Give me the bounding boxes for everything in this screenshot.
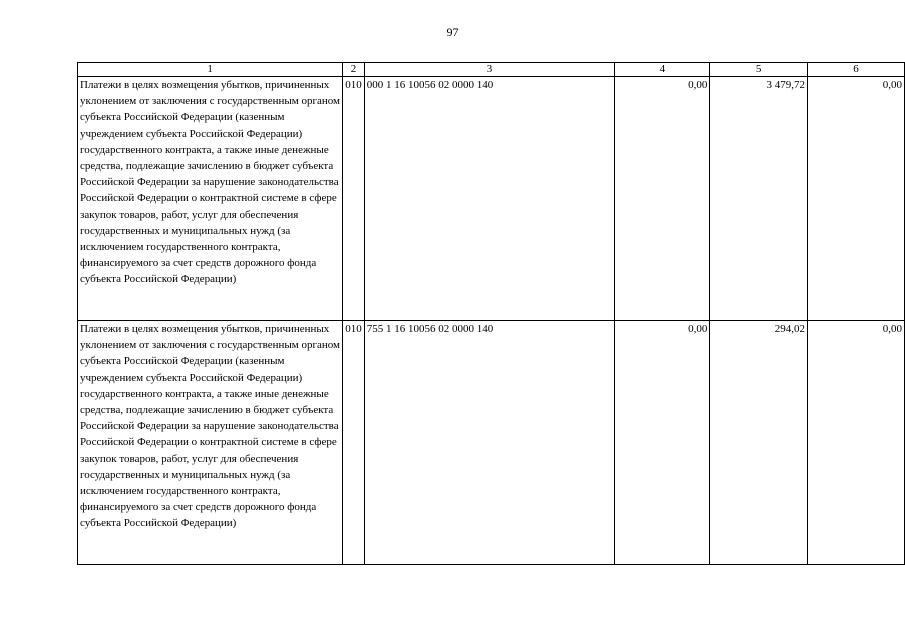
row-col2: 010 [343,77,365,321]
column-header-4: 4 [615,63,710,77]
row-col2: 010 [343,321,365,565]
column-header-3: 3 [364,63,614,77]
row-description: Платежи в целях возмещения убытков, причиненных уклонением от заключения с государственным органом субъекта Российской Федерации (казенным учреждением субъекта Российской Федерации) государственного контракта, а также иные денежные средства, подлежащие зачислению в бюджет субъекта Российской Федерации за нарушение законодательства Российской Федерации о контрактной системе в сфере закупок товаров, работ, услуг для обеспечения государственных и муниципальных нужд (за исключением государственного контракта, финансируемого за счет средств дорожного фонда субъекта Российской Федерации) [80,79,341,286]
row-budget-code: 755 1 16 10056 02 0000 140 [364,321,614,565]
row-description-cell [78,77,343,321]
row-budget-code: 000 1 16 10056 02 0000 140 [364,77,614,321]
table-header-row [78,63,905,77]
row-col5-value: 3 479,72 [710,77,808,321]
row-col4-value: 0,00 [615,321,710,565]
row-col5-value: 294,02 [710,321,808,565]
row-col6-value: 0,00 [807,321,904,565]
table-row [78,321,905,565]
budget-table [77,62,905,565]
row-col6-value: 0,00 [807,77,904,321]
row-description-cell [78,321,343,565]
row-description: Платежи в целях возмещения убытков, причиненных уклонением от заключения с государственным органом субъекта Российской Федерации (казенным учреждением субъекта Российской Федерации) государственного контракта, а также иные денежные средства, подлежащие зачислению в бюджет субъекта Российской Федерации за нарушение законодательства Российской Федерации о контрактной системе в сфере закупок товаров, работ, услуг для обеспечения государственных и муниципальных нужд (за исключением государственного контракта, финансируемого за счет средств дорожного фонда субъекта Российской Федерации) [80,323,341,530]
column-header-2: 2 [343,63,365,77]
table-row [78,77,905,321]
column-header-5: 5 [710,63,808,77]
row-col4-value: 0,00 [615,77,710,321]
page-number: 97 [446,25,459,39]
column-header-1: 1 [78,63,343,77]
column-header-6: 6 [807,63,904,77]
